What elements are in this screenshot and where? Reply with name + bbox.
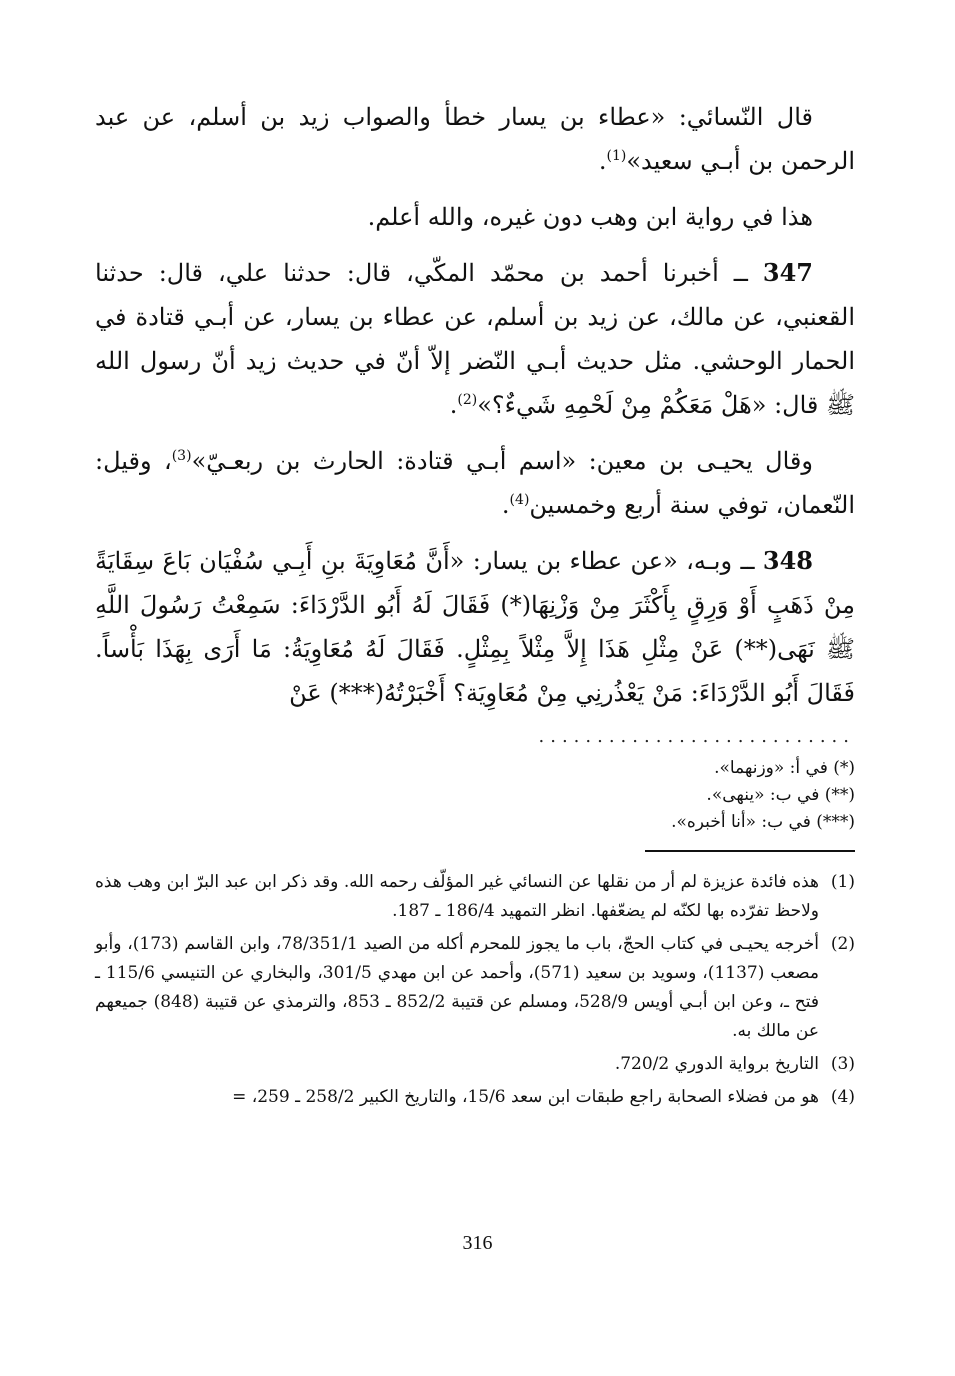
variant-note: (*) في أ: «وزنهما». <box>714 758 855 778</box>
footnote-1 <box>95 868 855 926</box>
footnote-number: (2) <box>830 934 855 954</box>
hadith-347 <box>95 251 855 427</box>
paragraph-ibn-wahb <box>95 195 855 239</box>
footnote-ref-1[interactable]: (1) <box>606 148 627 164</box>
footnote-ref-4[interactable]: (4) <box>509 492 530 508</box>
footnote-text: هذه فائدة عزيزة لم أر من نقلها عن النسائي غير المؤلّف رحمه الله. وقد ذكر ابن عبد البرّ ابن وهب هذه ولاحظ تفرّده بها لكنّه لم يضعّفها. انظر التمهيد 186/4 ـ 187. <box>95 872 819 921</box>
paragraph-text: قال النّسائي: «عطاء بن يسار خطأ والصواب زيد بن أسلم، عن عبد الرحمن بن أبـي سعيد» <box>95 103 855 175</box>
hadith-text: ــ أخبرنا أحمد بن محمّد المكّي، قال: حدثنا علي، قال: حدثنا القعنبي، عن مالك، عن زيد بن أسلم، عن عطاء بن يسار، عن أبـي قتادة في الحمار الوحشي. مثل حديث أبـي النّضر إلاّ أنّ في حديث زيد أنّ رسول الله ﷺ قال: «هَلْ مَعَكُمْ مِنْ لَحْمِهِ شَيءٌ؟» <box>95 259 855 419</box>
footnote-ref-2[interactable]: (2) <box>457 392 478 408</box>
footnote-number: (3) <box>830 1054 855 1074</box>
paragraph-text: وقال يحيـى بن معين: «اسم أبـي قتادة: الحارث بن ربعـيّ» <box>191 447 813 475</box>
hadith-348 <box>95 539 855 715</box>
footnote-number: (4) <box>830 1087 855 1107</box>
variant-note: (***) في ب: «أنا أخبره». <box>671 812 855 832</box>
variant-note: (**) في ب: «ينهى». <box>706 785 855 805</box>
footnote-number: (1) <box>830 872 855 892</box>
footnote-4 <box>95 1083 855 1112</box>
paragraph-text: هذا في رواية ابن وهب دون غيره، والله أعلم. <box>367 203 813 231</box>
footnote-divider <box>645 850 855 852</box>
hadith-number: 347 <box>762 258 813 287</box>
footnote-3 <box>95 1050 855 1079</box>
page-number: 316 <box>462 1232 493 1254</box>
footnote-text: التاريخ برواية الدوري 720/2. <box>614 1054 819 1074</box>
footnote-text: هو من فضلاء الصحابة راجع طبقات ابن سعد 15/6، والتاريخ الكبير 258/2 ـ 259، = <box>232 1087 819 1107</box>
footnote-text: أخرجه يحيـى في كتاب الحجّ، باب ما يجوز للمحرم أكله من الصيد 78/351/1، وابن القاسم (173)، وأبو مصعب (1137)، وسويد بن سعيد (571)، وأحمد عن ابن مهدي 301/5، والبخاري عن التنيسي 115/6 ـ فتح ـ، وعن ابن أبـي أويس 528/9، ومسلم عن قتيبة 852/2 ـ 853، والترمذي عن قتيبة (848) جميعهم عن مالك به. <box>95 934 820 1041</box>
hadith-number: 348 <box>762 546 813 575</box>
book-page <box>95 95 855 1295</box>
footnote-2 <box>95 930 855 1046</box>
paragraph-end: . <box>501 491 510 519</box>
paragraph-end: . <box>449 391 458 419</box>
paragraph-end: . <box>598 147 607 175</box>
footnote-ref-3[interactable]: (3) <box>171 448 192 464</box>
hadith-text: ــ وبـه، «عن عطاء بن يسار: «أَنَّ مُعَاوِيَةَ بنِ أَبِـي سُفْيَان بَاعَ سِقَايَةً مِنْ ذَهَبٍ أَوْ وَرِقٍ بِأَكْثَرَ مِنْ وَزْنِهَا(*) فَقَالَ لَهُ أَبُو الدَّرْدَاءَ: سَمِعْتُ رَسُولَ اللَّهِ ﷺ نَهَى(**) عَنْ مِثْلِ هَذَا إِلاَّ مِثْلاً بِمِثْلٍ. فَقَالَ لَهُ مُعَاوِيَةُ: مَا أَرَى بِهَذَا بَأْساً. فَقَالَ أَبُو الدَّرْدَاءَ: مَنْ يَعْذُرنِي مِنْ مُعَاوِيَة؟ أَخْبَرْتُهُ(***) عَنْ <box>95 547 855 707</box>
paragraph-text: ، وقيل: النّعمان، توفي سنة أربع وخمسين <box>95 447 855 519</box>
paragraph-ibn-maeen <box>95 439 855 527</box>
dotted-separator: ........................... <box>538 726 855 747</box>
footnotes <box>95 868 855 1112</box>
variant-notes <box>95 755 855 836</box>
paragraph-nasai <box>95 95 855 183</box>
